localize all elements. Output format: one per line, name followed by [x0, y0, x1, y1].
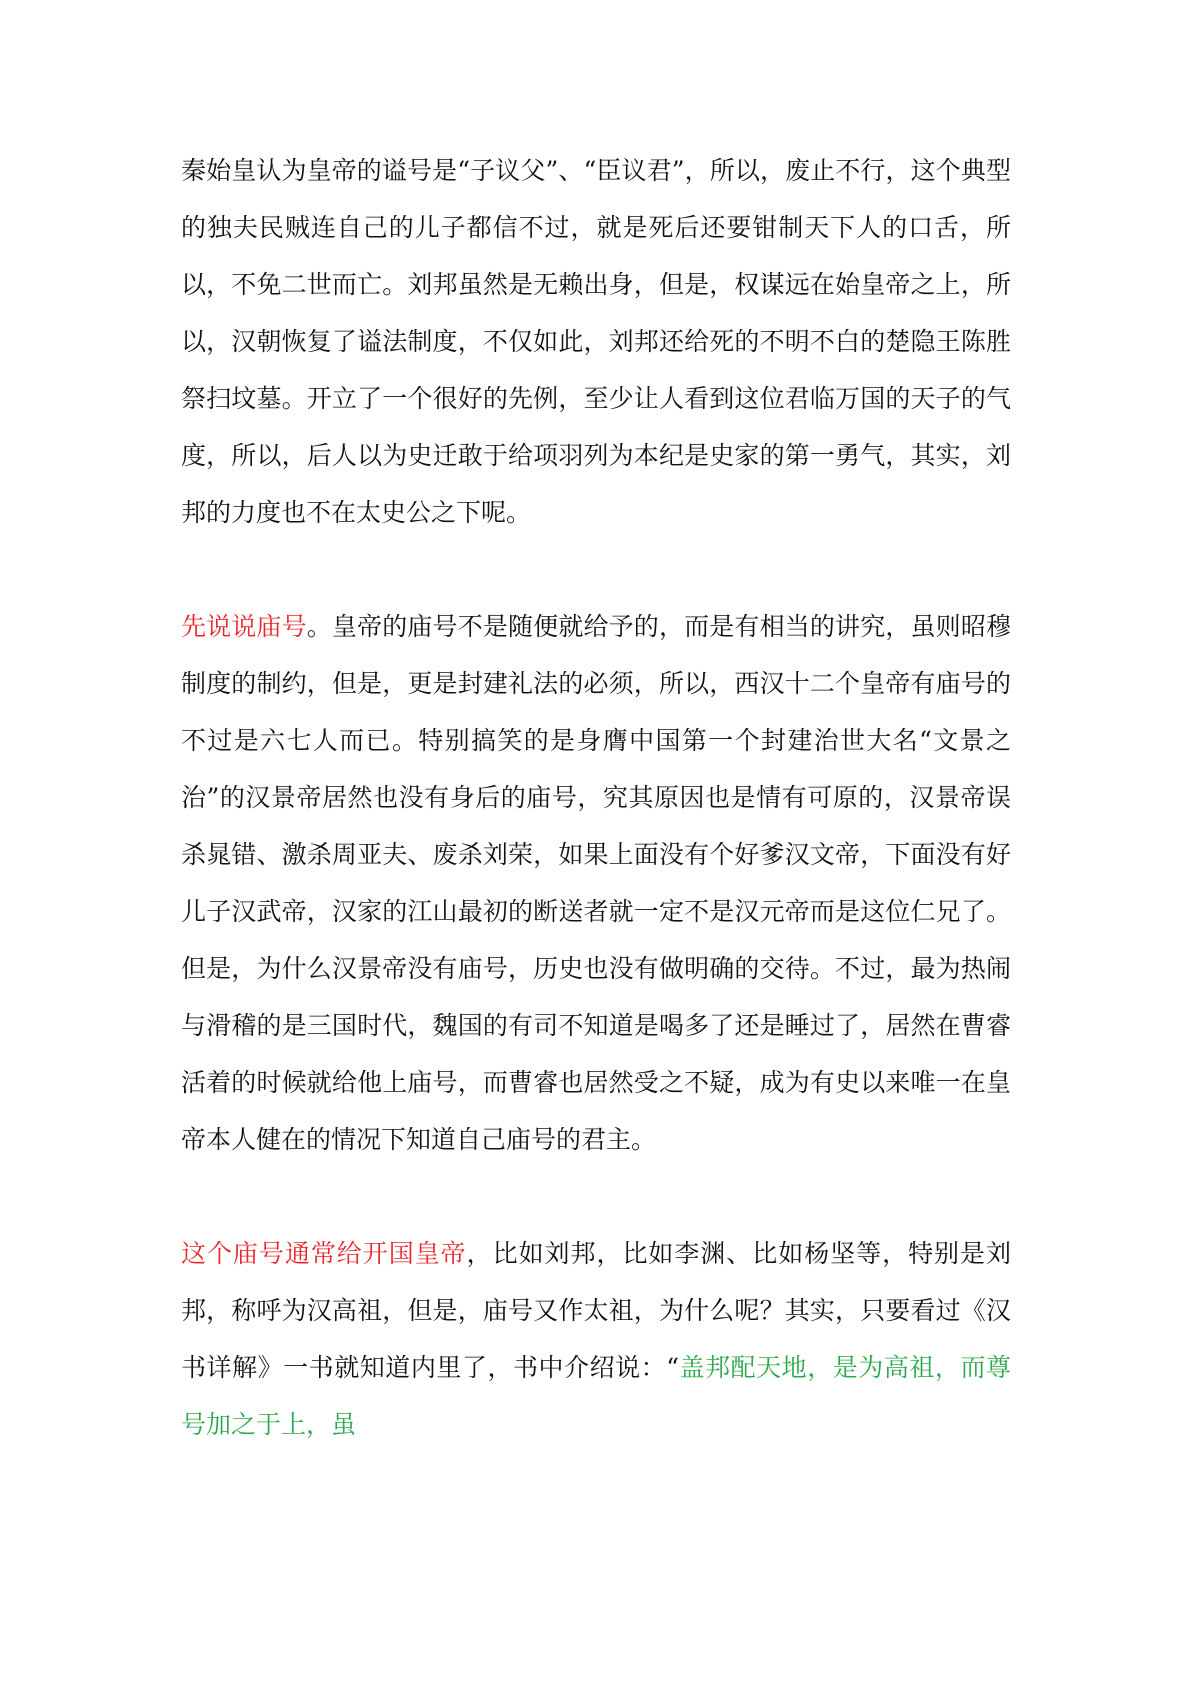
- paragraph-text: 秦始皇认为皇帝的谥号是“子议父”、“臣议君”，所以，废止不行，这个典型的独夫民贼连自己的儿子都信不过，就是死后还要钳制天下人的口舌，所以，不免二世而亡。刘邦虽然是无赖出身，但是，权谋远在始皇帝之上，所以，汉朝恢复了谥法制度，不仅如此，刘邦还给死的不明不白的楚隐王陈胜祭扫坟墓。开立了一个很好的先例，至少让人看到这位君临万国的天子的气度，所以，后人以为史迁敢于给项羽列为本纪是史家的第一勇气，其实，刘邦的力度也不在太史公之下呢。: [181, 156, 1011, 527]
- paragraph-text: 。皇帝的庙号不是随便就给予的，而是有相当的讲究，虽则昭穆制度的制约，但是，更是封建礼法的必须，所以，西汉十二个皇帝有庙号的不过是六七人而已。特别搞笑的是身膺中国第一个封建治世大名“文景之治”的汉景帝居然也没有身后的庙号，究其原因也是情有可原的，汉景帝误杀晁错、激杀周亚夫、废杀刘荣，如果上面没有个好爹汉文帝，下面没有好儿子汉武帝，汉家的江山最初的断送者就一定不是汉元帝而是这位仁兄了。但是，为什么汉景帝没有庙号，历史也没有做明确的交待。不过，最为热闹与滑稽的是三国时代，魏国的有司不知道是喝多了还是睡过了，居然在曹睿活着的时候就给他上庙号，而曹睿也居然受之不疑，成为有史以来唯一在皇帝本人健在的情况下知道自己庙号的君主。: [181, 612, 1011, 1154]
- paragraph-miao-hao: [181, 598, 1011, 1168]
- highlight-lead: 先说说庙号: [181, 612, 307, 641]
- paragraph-text: ，比如刘邦，比如李渊、比如杨坚等，特别是刘邦，称呼为汉高祖，但是，庙号又作太祖，为什么呢？其实，只要看过《汉书详解》一书就知道内里了，书中介绍说：“: [181, 1239, 1011, 1382]
- paragraph-shi-fa: [181, 142, 1011, 541]
- quote-text: 盖邦配天地，是为高祖，而尊号加之于上，虽: [181, 1353, 1011, 1439]
- document-body: [181, 142, 1011, 1453]
- highlight-lead: 这个庙号通常给开国皇帝: [181, 1239, 467, 1268]
- paragraph-gao-zu: [181, 1225, 1011, 1453]
